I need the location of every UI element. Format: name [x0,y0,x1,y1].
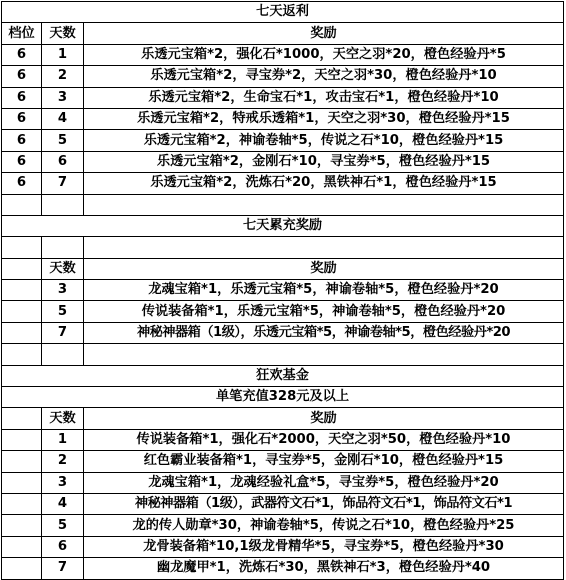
blank-cell [2,194,42,215]
blank-cell [2,258,42,279]
day-cell: 1 [42,429,84,450]
blank-cell [2,558,42,579]
section3-header-row [2,408,564,429]
day-cell: 4 [42,108,84,129]
reward-cell: 红色霸业装备箱*1，寻宝券*5，金刚石*10，橙色经验丹*15 [84,451,564,472]
day-cell: 5 [42,301,84,322]
table-row [2,173,564,194]
section2-header-row [2,258,564,279]
blank-cell [2,536,42,557]
section1-header-row [2,23,564,44]
reward-cell: 龙骨装备箱*10,1级龙骨精华*5，寻宝券*5，橙色经验丹*30 [84,536,564,557]
reward-cell: 乐透元宝箱*2，强化石*1000，天空之羽*20，橙色经验丹*5 [84,44,564,65]
header-reward: 奖励 [84,408,564,429]
section3-title-row [2,365,564,386]
blank-cell [84,344,564,365]
blank-cell [42,194,84,215]
table-row [2,493,564,514]
section1-title: 七天返利 [2,2,564,23]
section1-title-row [2,2,564,23]
day-cell: 7 [42,322,84,343]
header-days: 天数 [42,23,84,44]
rewards-table [1,1,564,580]
blank-cell [2,429,42,450]
table-row [2,151,564,172]
blank-cell [2,451,42,472]
blank-cell [2,344,42,365]
table-row [2,451,564,472]
day-cell: 7 [42,558,84,579]
blank-cell [2,237,42,258]
blank-cell [2,301,42,322]
day-cell: 1 [42,44,84,65]
blank-cell [84,194,564,215]
table-row [2,472,564,493]
section2-title: 七天累充奖励 [2,215,564,236]
table-row [2,429,564,450]
day-cell: 3 [42,280,84,301]
table-row [2,515,564,536]
blank-cell [2,322,42,343]
reward-cell: 乐透元宝箱*2，神谕卷轴*5，传说之石*10，橙色经验丹*15 [84,130,564,151]
section3-subtitle: 单笔充值328元及以上 [2,387,564,408]
blank-row [2,194,564,215]
table-row [2,66,564,87]
tier-cell: 6 [2,87,42,108]
table-row [2,301,564,322]
blank-cell [84,237,564,258]
day-cell: 6 [42,151,84,172]
table-row [2,44,564,65]
blank-cell [2,408,42,429]
reward-cell: 神秘神器箱（1级），乐透元宝箱*5，神谕卷轴*5，橙色经验丹*20 [84,322,564,343]
header-reward: 奖励 [84,258,564,279]
reward-cell: 乐透元宝箱*2，生命宝石*1，攻击宝石*1，橙色经验丹*10 [84,87,564,108]
table-row [2,87,564,108]
blank-row [2,237,564,258]
blank-cell [2,280,42,301]
blank-cell [42,237,84,258]
reward-cell: 龙魂宝箱*1，乐透元宝箱*5，神谕卷轴*5，橙色经验丹*20 [84,280,564,301]
reward-cell: 龙的传人勋章*30，神谕卷轴*5，传说之石*10，橙色经验丹*25 [84,515,564,536]
tier-cell: 6 [2,66,42,87]
day-cell: 5 [42,515,84,536]
day-cell: 3 [42,472,84,493]
blank-cell [2,493,42,514]
table-row [2,558,564,579]
day-cell: 2 [42,66,84,87]
reward-cell: 乐透元宝箱*2，洗炼石*20，黑铁神石*1，橙色经验丹*15 [84,173,564,194]
reward-cell: 幽龙魔甲*1，洗炼石*30，黑铁神石*3，橙色经验丹*40 [84,558,564,579]
tier-cell: 6 [2,44,42,65]
blank-row [2,344,564,365]
tier-cell: 6 [2,151,42,172]
header-days: 天数 [42,258,84,279]
reward-cell: 传说装备箱*1，强化石*2000，天空之羽*50，橙色经验丹*10 [84,429,564,450]
reward-cell: 传说装备箱*1，乐透元宝箱*5，神谕卷轴*5，橙色经验丹*20 [84,301,564,322]
table-row [2,108,564,129]
tier-cell: 6 [2,108,42,129]
day-cell: 3 [42,87,84,108]
table-row [2,536,564,557]
table-row [2,280,564,301]
reward-cell: 乐透元宝箱*2，寻宝券*2，天空之羽*30，橙色经验丹*10 [84,66,564,87]
blank-cell [2,472,42,493]
day-cell: 7 [42,173,84,194]
day-cell: 6 [42,536,84,557]
section3-title: 狂欢基金 [2,365,564,386]
table-row [2,322,564,343]
tier-cell: 6 [2,173,42,194]
section2-title-row [2,215,564,236]
day-cell: 2 [42,451,84,472]
header-days: 天数 [42,408,84,429]
blank-cell [2,515,42,536]
header-tier: 档位 [2,23,42,44]
blank-cell [42,344,84,365]
reward-cell: 神秘神器箱（1级），武器符文石*1，饰品符文石*1，饰品符文石*1 [84,493,564,514]
header-reward: 奖励 [84,23,564,44]
table-row [2,130,564,151]
tier-cell: 6 [2,130,42,151]
day-cell: 4 [42,493,84,514]
reward-cell: 乐透元宝箱*2，特戒乐透箱*1，天空之羽*30，橙色经验丹*15 [84,108,564,129]
day-cell: 5 [42,130,84,151]
reward-cell: 乐透元宝箱*2，金刚石*10，寻宝券*5，橙色经验丹*15 [84,151,564,172]
section3-subtitle-row [2,387,564,408]
reward-cell: 龙魂宝箱*1，龙魂经验礼盒*5，寻宝券*5，橙色经验丹*20 [84,472,564,493]
